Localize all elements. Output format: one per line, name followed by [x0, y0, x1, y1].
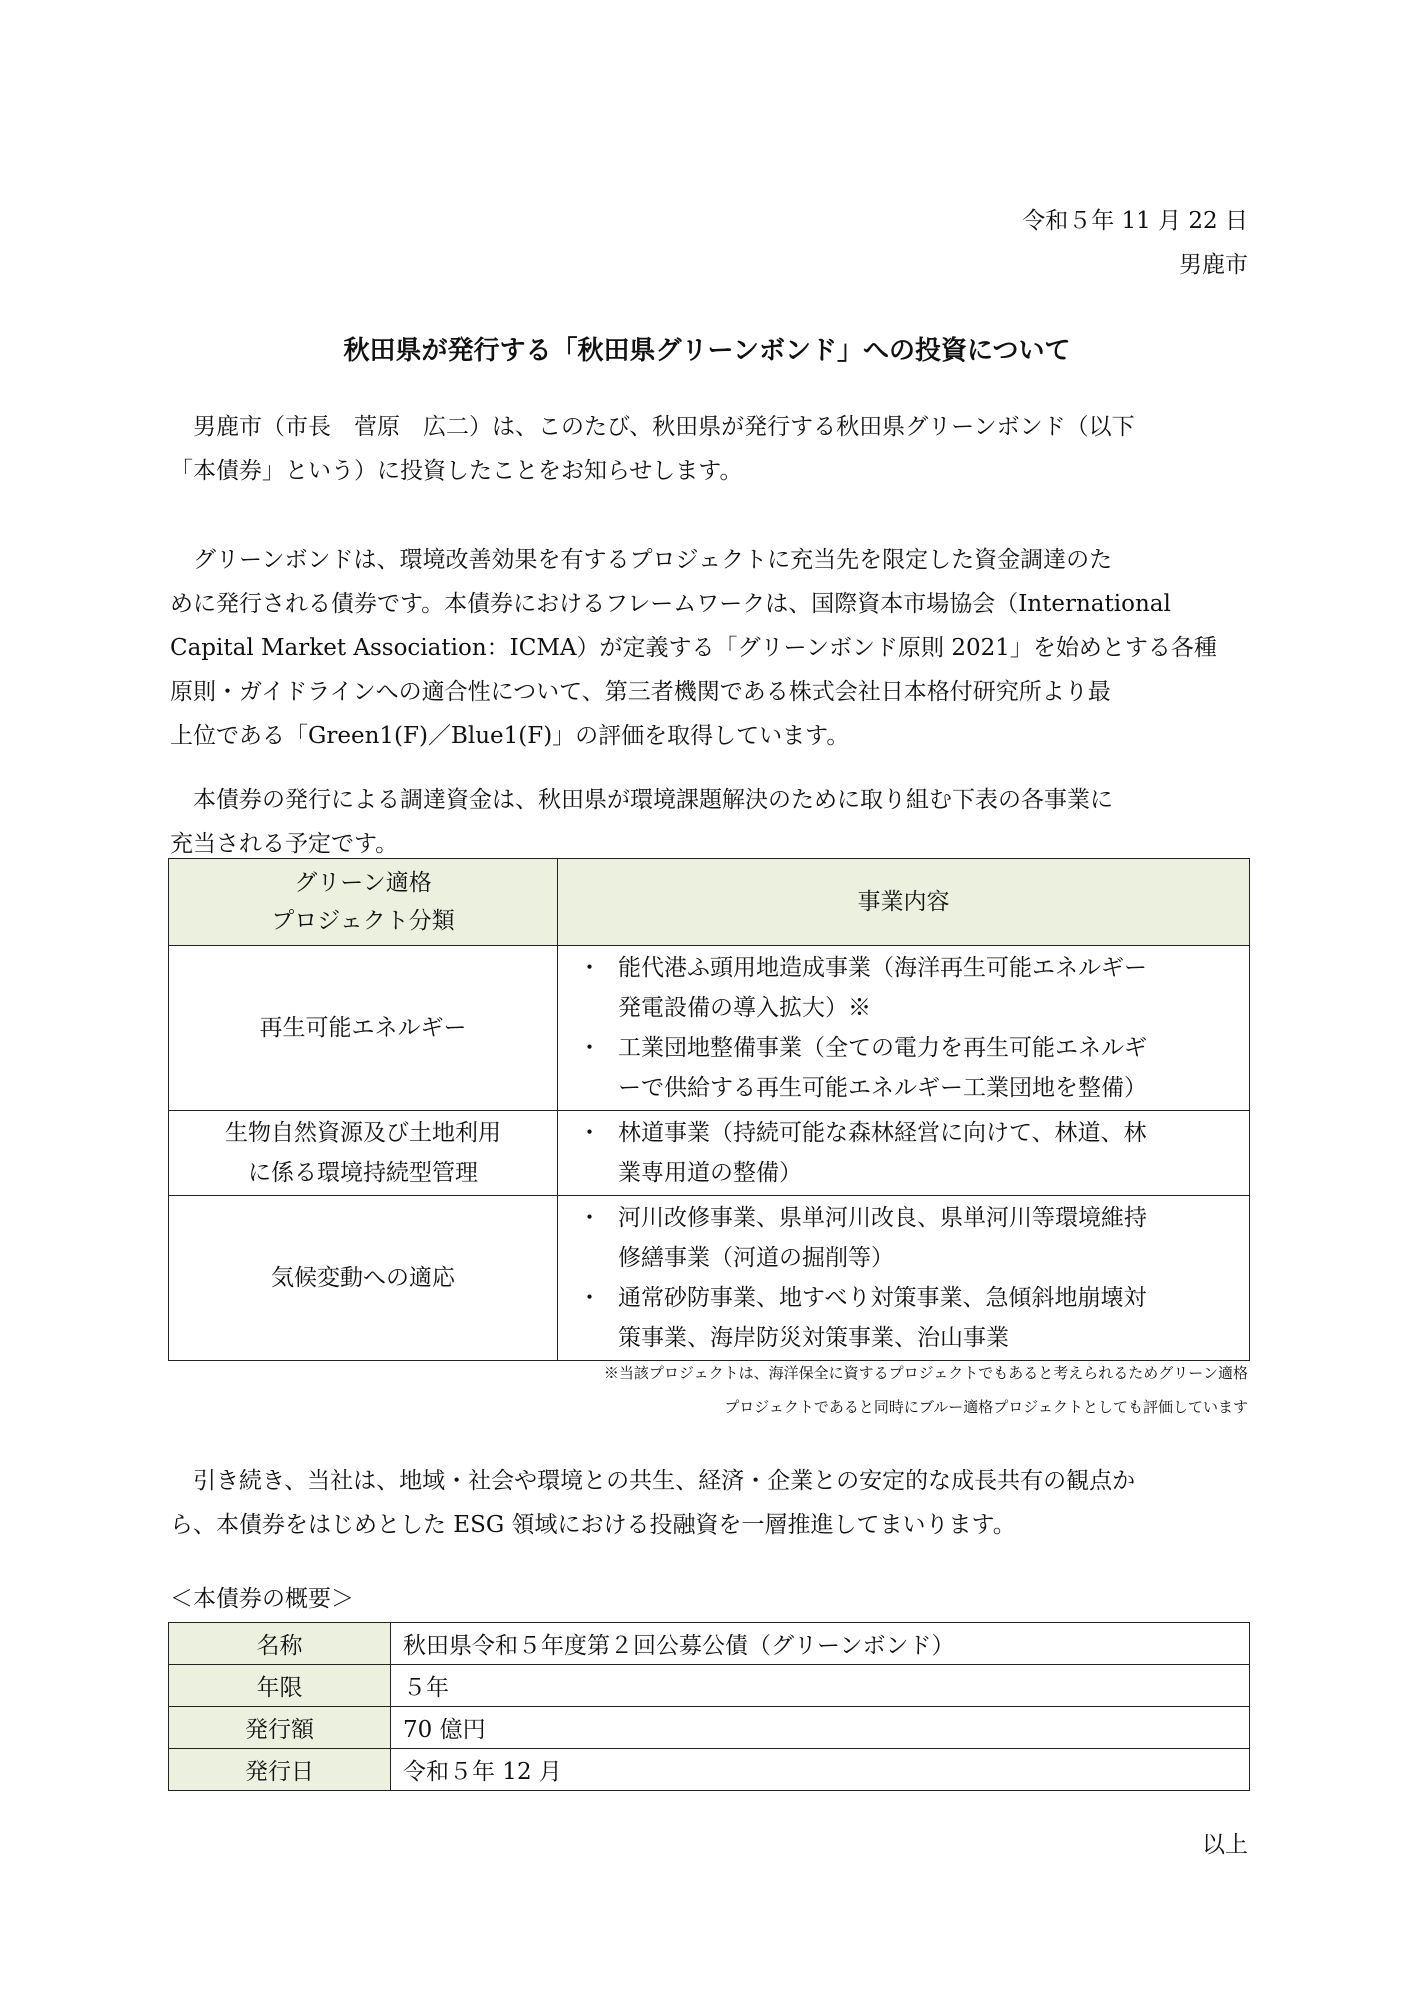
- bullet-item: [578, 1278, 1233, 1358]
- header-category-line: プロジェクト分類: [271, 908, 455, 934]
- item-line: 能代港ふ頭用地造成事業（海洋再生可能エネルギー: [618, 955, 1147, 981]
- paragraph-line: 上位である「Green1(F)／Blue1(F)」の評価を取得しています。: [170, 723, 850, 749]
- summary-value: ５年: [391, 1665, 1250, 1707]
- summary-key: 発行日: [169, 1749, 391, 1791]
- summary-heading: ＜本債券の概要＞: [170, 1586, 354, 1612]
- summary-table: [168, 1622, 1250, 1791]
- table-row: [169, 946, 1250, 1111]
- paragraph-line: 「本債券」という）に投資したことをお知らせします。: [170, 458, 743, 484]
- item-line: 業専用道の整備）: [618, 1160, 802, 1186]
- bullet-item: [578, 1198, 1233, 1278]
- header-content-cell: 事業内容: [558, 859, 1250, 946]
- summary-row: [169, 1707, 1250, 1749]
- summary-value: 70 億円: [391, 1707, 1250, 1749]
- content-cell: [558, 1196, 1250, 1361]
- item-line: 発電設備の導入拡大）※: [618, 995, 871, 1021]
- item-line: 林道事業（持続可能な森林経営に向けて、林道、林: [618, 1120, 1147, 1146]
- category-line: 再生可能エネルギー: [259, 1015, 467, 1041]
- project-table: [168, 858, 1250, 1361]
- footnote-line: ※当該プロジェクトは、海洋保全に資するプロジェクトでもあると考えられるためグリーン適格: [603, 1364, 1248, 1382]
- document-title: 秋田県が発行する「秋田県グリーンボンド」への投資について: [343, 336, 1071, 366]
- bullet-mark: ・: [578, 1285, 601, 1311]
- table-row: [169, 1111, 1250, 1196]
- closing-paragraph: [170, 1459, 1250, 1547]
- summary-key: 発行額: [169, 1707, 391, 1749]
- summary-value: 令和５年 12 月: [391, 1749, 1250, 1791]
- intro-paragraph: [170, 405, 1250, 493]
- document-date: 令和５年 11 月 22 日: [1022, 208, 1248, 234]
- category-line: 気候変動への適応: [271, 1265, 455, 1291]
- category-line: 生物自然資源及び土地利用: [225, 1120, 501, 1146]
- closing-mark: 以上: [1202, 1832, 1248, 1858]
- bullet-item: [578, 1028, 1233, 1108]
- summary-value: 秋田県令和５年度第２回公募公債（グリーンボンド）: [391, 1623, 1250, 1665]
- item-line: ーで供給する再生可能エネルギー工業団地を整備）: [618, 1075, 1147, 1101]
- category-cell: [169, 1111, 558, 1196]
- item-line: 策事業、海岸防災対策事業、治山事業: [618, 1325, 1009, 1351]
- paragraph-line: ら、本債券をはじめとした ESG 領域における投融資を一層推進してまいります。: [170, 1512, 1016, 1538]
- bullet-mark: ・: [578, 1035, 601, 1061]
- paragraph-line: 本債券の発行による調達資金は、秋田県が環境課題解決のために取り組む下表の各事業に: [170, 787, 1113, 813]
- paragraph-line: 原則・ガイドラインへの適合性について、第三者機関である株式会社日本格付研究所より最: [170, 679, 1111, 705]
- content-cell: [558, 946, 1250, 1111]
- content-cell: [558, 1111, 1250, 1196]
- header-category-line: グリーン適格: [294, 870, 432, 896]
- paragraph-line: 男鹿市（市長 菅原 広二）は、このたび、秋田県が発行する秋田県グリーンボンド（以下: [170, 414, 1135, 440]
- footnote-line: プロジェクトであると同時にブルー適格プロジェクトとしても評価しています: [724, 1398, 1248, 1416]
- item-line: 工業団地整備事業（全ての電力を再生可能エネルギ: [618, 1035, 1147, 1061]
- summary-key: 名称: [169, 1623, 391, 1665]
- table-header-row: [169, 859, 1250, 946]
- bullet-item: [578, 948, 1233, 1028]
- paragraph-line: Capital Market Association：ICMA）が定義する「グリーンボンド原則 2021」を始めとする各種: [170, 635, 1217, 661]
- summary-row: [169, 1623, 1250, 1665]
- issuer-name: 男鹿市: [1179, 252, 1248, 278]
- category-cell: [169, 946, 558, 1111]
- category-line: に係る環境持続型管理: [248, 1160, 478, 1186]
- bullet-mark: ・: [578, 1205, 601, 1231]
- paragraph-line: 充当される予定です。: [170, 831, 399, 857]
- bullet-item: [578, 1113, 1233, 1193]
- category-cell: [169, 1196, 558, 1361]
- item-line: 通常砂防事業、地すべり対策事業、急傾斜地崩壊対: [618, 1285, 1147, 1311]
- bullet-mark: ・: [578, 1120, 601, 1146]
- item-line: 修繕事業（河道の掘削等）: [618, 1245, 894, 1271]
- summary-row: [169, 1665, 1250, 1707]
- header-category-cell: [169, 859, 558, 946]
- item-line: 河川改修事業、県単河川改良、県単河川等環境維持: [618, 1205, 1147, 1231]
- paragraph-line: 引き続き、当社は、地域・社会や環境との共生、経済・企業との安定的な成長共有の観点か: [170, 1468, 1136, 1494]
- bullet-mark: ・: [578, 955, 601, 981]
- paragraph-line: めに発行される債券です。本債券におけるフレームワークは、国際資本市場協会（International: [170, 591, 1171, 617]
- table-row: [169, 1196, 1250, 1361]
- use-of-proceeds-paragraph: [170, 778, 1250, 866]
- green-bond-paragraph: [170, 538, 1250, 758]
- summary-row: [169, 1749, 1250, 1791]
- paragraph-line: グリーンボンドは、環境改善効果を有するプロジェクトに充当先を限定した資金調達のた: [170, 547, 1113, 573]
- summary-key: 年限: [169, 1665, 391, 1707]
